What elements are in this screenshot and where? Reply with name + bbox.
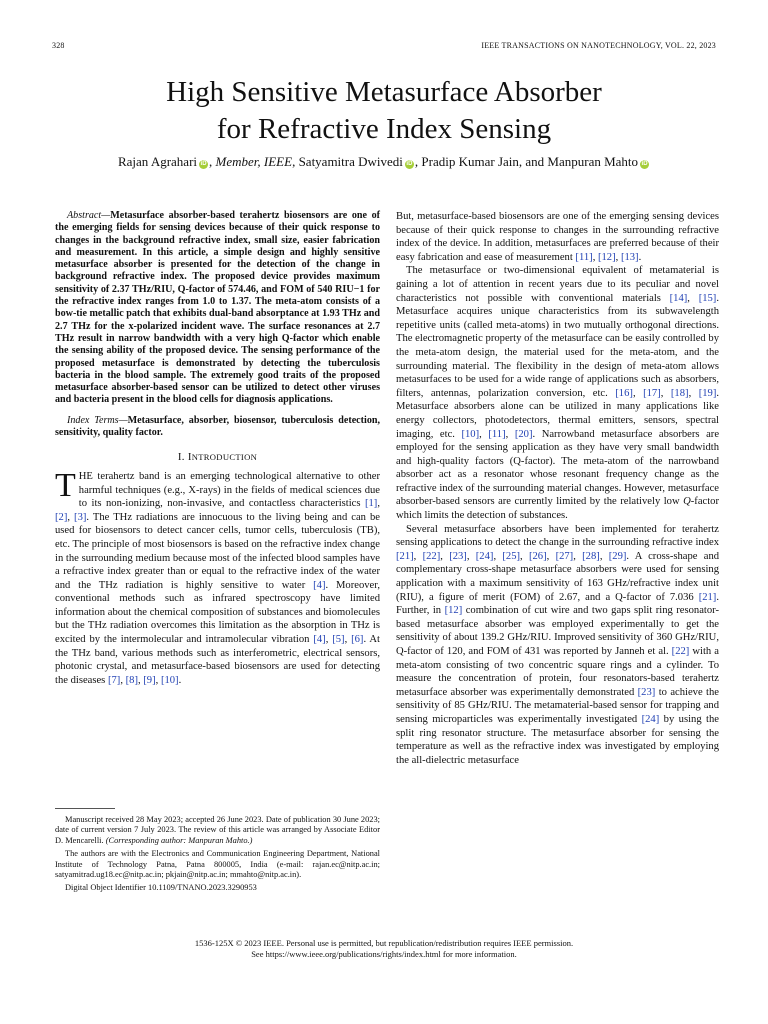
citation-link[interactable]: [24] <box>475 550 494 562</box>
page-number: 328 <box>52 41 65 50</box>
right-column <box>396 210 719 767</box>
copyright-line: 1536-125X © 2023 IEEE. Personal use is permitted, but republication/redistribution requires IEEE permission. <box>194 938 574 948</box>
citation-link[interactable]: [10] <box>461 428 480 440</box>
citation-link[interactable]: [13] <box>620 251 639 263</box>
citation-link[interactable]: [9] <box>143 674 156 686</box>
index-terms <box>55 415 380 440</box>
footnote-affiliation: The authors are with the Electronics and Communication Engineering Department, National Institute of Technology Patna, Patna 800005, India (e-mail: rajan.ec@nitp.ac.in; satyamitrad.ug18.ec@nitp.ac.in; pkjain@nitp.ac.in; mmahto@nitp.ac.in). <box>55 849 380 880</box>
abstract-label: Abstract— <box>67 210 111 221</box>
citation-link[interactable]: [22] <box>422 550 441 562</box>
author-list: Rajan Agrahari iD , Member, IEEE, Satyamitra Dwivedi iD , Pradip Kumar Jain, and Manpuran Mahto iD <box>117 154 648 169</box>
drop-cap: T <box>55 466 76 504</box>
citation-link[interactable]: [21] <box>698 591 717 603</box>
body-paragraph: The metasurface or two-dimensional equivalent of metamaterial is gaining a lot of attention in recent years due to its peculiar and novel characteristics not possible with conventional materials [14], [15]. Metasurface acquires unique characteristics from its subwavelength repetitive units (called meta-atoms) in two mutually orthogonal directions. The electromagnetic property of the metasurface can be easily controlled by the meta-atom design, the material used for the meta-atom, and the surrounding material. The flexibility in the design of meta-atom allows metasurfaces to be used for a wide range of applications such as absorbers, filters, antennas, polarization conversion, etc. [16], [17], [18], [19]. Metasurface absorbers alone can be utilized in many applications like energy collectors, photodetectors, thermal emitters, sensors, spectral imaging, etc. [10], [11], [20]. Narrowband metasurface absorbers are employed for the sensing application as they have very small bandwidth and high-quality factors (Q-factor). The meta-atom of the narrowband absorber act as a resonator whose resonant frequency change as the refractive index of the surrounding material changes. However, metasurface absorber-based sensors are currently limited by the relatively low Q-factor which limits the detection of substances. <box>396 265 720 522</box>
citation-link[interactable]: [28] <box>582 550 600 562</box>
citation-link[interactable]: [15] <box>698 292 717 304</box>
orcid-icon[interactable]: iD <box>406 161 413 167</box>
citation-link[interactable]: [1] <box>364 498 378 510</box>
citation-link[interactable]: [25] <box>502 550 521 562</box>
footnote-doi: Digital Object Identifier 10.1109/TNANO.2023.3290953 <box>65 883 257 893</box>
title-line-1: High Sensitive Metasurface Absorber <box>166 76 602 108</box>
section-heading <box>55 451 380 465</box>
citation-link[interactable]: [19] <box>698 387 717 399</box>
left-column <box>55 210 380 687</box>
citation-link[interactable]: [22] <box>671 646 690 657</box>
citation-link[interactable]: [26] <box>528 550 547 562</box>
citation-link[interactable]: [17] <box>643 387 661 399</box>
index-terms-label: Index Terms— <box>67 414 128 426</box>
citation-link[interactable]: [4] <box>313 579 326 591</box>
orcid-icon[interactable]: iD <box>641 161 648 167</box>
citation-link[interactable]: [14] <box>669 292 688 304</box>
abstract <box>55 210 380 407</box>
citation-link[interactable]: [29] <box>608 550 627 562</box>
index-terms-text: Metasurface, absorber, biosensor, tuberculosis detection, sensitivity, quality factor. <box>55 414 381 439</box>
section-title-rest: NTRODUCTION <box>191 452 258 463</box>
section-numeral: I. <box>177 451 185 464</box>
citation-link[interactable]: [23] <box>449 550 467 562</box>
author-name: Satyamitra Dwivedi <box>298 154 403 169</box>
citation-link[interactable]: [27] <box>555 550 574 562</box>
citation-link[interactable]: [10] <box>160 674 179 686</box>
permissions-line[interactable]: See https://www.ieee.org/publications/rights/index.html for more information. <box>251 949 517 959</box>
citation-link[interactable]: [12] <box>444 605 463 617</box>
orcid-icon[interactable]: iD <box>200 161 207 167</box>
citation-link[interactable]: [11] <box>488 428 506 440</box>
body-paragraph: Several metasurface absorbers have been implemented for terahertz sensing applications to detect the change in the surrounding refractive index [21], [22], [23], [24], [25], [26], [27], [28], [29]. A cross-shape and complementary cross-shape metasurface absorbers were used for sensing application with a maximum sensitivity of 163 GHz/refractive index unit (RIU), a figure of merit (FOM) of 2.67, and a Q-factor of 7.036 [21]. Further, in [12] combination of cut wire and two gaps split ring resonator-based metasurface absorber was employed experimentally to get the sensitivity of about 139.2 GHz/RIU. Improved sensitivity of 360 GHz/RIU, Q-factor of 120, and FOM of 431 was reported by Janneh et al. [22] with a meta-atom consisting of two concentric square rings and a cylinder. To measure the concentration of protein, four resonators-based terahertz metasurface absorber was experimentally demonstrated [23] to achieve the sensitivity of 85 GHz/RIU. The metamaterial-based sensor for trapping and sensing microparticles was experimentally investigated [24] by using the split ring resonator structure. The metasurface absorber for sensing the temperature as well as the refractive index was investigated by employing the all-dielectric metasurface <box>396 523 720 766</box>
citation-link[interactable]: [8] <box>125 674 138 686</box>
abstract-text: Metasurface absorber-based terahertz biosensors are one of the emerging fields for sensing devices because of their quick response to changes in the background refractive index, small size, easier fabrication and measurement. In this article, a simple design and highly sensitive metasurface absorber is presented for the detection of the change in background refractive index. The proposed device provides maximum sensitivity of 2.37 THz/RIU, Q-factor of 574.46, and FOM of 540 RIU−1 for the refractive index ranges from 1.0 to 1.37. The meta-atom consists of a bow-tie metallic patch that exhibits dual-band absorptance at 1.93 THz and 2.7 THz for the x-polarized incident wave. The surface resonances at 2.7 THz result in narrow bandwidth with a very high Q-factor which enable the sensing ability of the proposed device. The sensing performance of the proposed metasurface is demonstrated by detecting the tuberculosis bacteria in the blood sample. The extremely good traits of the proposed metasurface absorber-based sensor can be utilized to detect other viruses and bacteria present in the blood cells for diagnosis applications. <box>55 210 380 406</box>
citation-link[interactable]: [2] <box>55 511 68 523</box>
author-name: and Manpuran Mahto <box>525 154 639 169</box>
citation-link[interactable]: [18] <box>670 387 689 399</box>
citation-link[interactable]: [20] <box>514 428 533 440</box>
citation-link[interactable]: [4] <box>313 634 326 646</box>
journal-running-head: IEEE TRANSACTIONS ON NANOTECHNOLOGY, VOL. 22, 2023 <box>481 41 716 50</box>
citation-link[interactable]: [21] <box>396 550 414 562</box>
author-membership: Member, IEEE <box>215 154 293 169</box>
copyright-notice <box>0 938 768 960</box>
intro-paragraph: THE terahertz band is an emerging technological alternative to other harmful techniques (e.g., X-rays) in the fields of medical sciences due to its non-ionizing, non-invasive, and contactless characteristics [1], [2], [3]. The THz radiations are innocuous to the living being and can be used for biosensors to detect cancer cells, tumor cells, tuberculosis (TB), etc. The principle of most biosensors is based on the refractive index change in the surrounding medium because most of the infected blood samples have a refractive index greater than or equal to the refractive index of the water and the THz radiation is highly sensitive to water [4]. Moreover, conventional methods such as infrared spectroscopy have limited information about the chemical composition of substances and biomolecules but the THz radiation overcomes this limitation as the absorption in THz is excited by the intermolecular and intramolecular vibration [4], [5], [6]. At the THz band, various methods such as interferometric, electrical sensors, photonic crystal, and metasurface-based biosensors are used for detecting the diseases [7], [8], [9], [10]. <box>55 466 381 686</box>
citation-link[interactable]: [3] <box>74 511 87 523</box>
footnote-manuscript: Manuscript received 28 May 2023; accepted 26 June 2023. Date of publication 30 June 2023; date of current version 7 July 2023. The review of this article was arranged by Associate Editor D. Mencarelli. (Corresponding author: Manpuran Mahto.) <box>55 815 380 845</box>
footnote-block <box>55 815 380 897</box>
title-line-2: for Refractive Index Sensing <box>216 113 552 145</box>
author-name: Pradip Kumar Jain <box>421 154 519 169</box>
citation-link[interactable]: [6] <box>351 634 364 646</box>
citation-link[interactable]: [24] <box>641 713 660 725</box>
section-title-initial: I <box>187 451 192 464</box>
citation-link[interactable]: [12] <box>597 251 616 263</box>
citation-link[interactable]: [16] <box>615 387 633 399</box>
paper-title <box>0 74 768 148</box>
citation-link[interactable]: [11] <box>575 251 593 263</box>
author-name: Rajan Agrahari <box>117 154 198 169</box>
body-paragraph: But, metasurface-based biosensors are one of the emerging sensing devices because of their quick response to changes in the surrounding refractive index of the device. In addition, metasurfaces are preferred because of their easy fabrication and ease of measurement [11], [12], [13]. <box>396 211 719 263</box>
footnote-divider <box>55 808 115 809</box>
citation-link[interactable]: [23] <box>637 686 656 698</box>
citation-link[interactable]: [5] <box>332 634 345 646</box>
citation-link[interactable]: [7] <box>107 674 121 686</box>
